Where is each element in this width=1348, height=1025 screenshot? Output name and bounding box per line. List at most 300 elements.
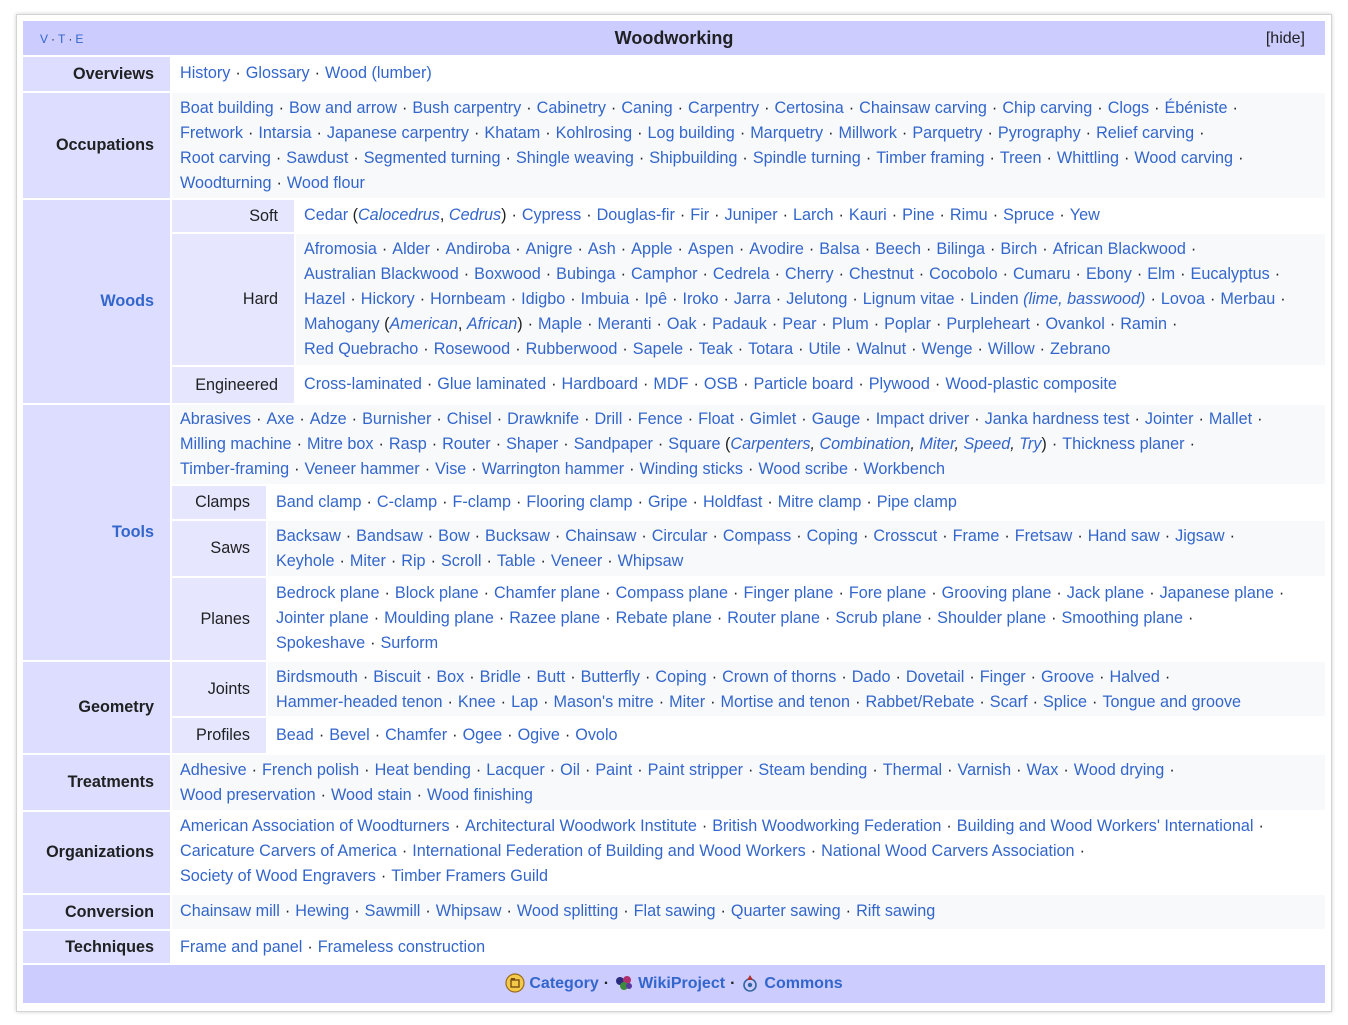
- nav-link[interactable]: Cedrela: [712, 265, 770, 283]
- nav-link[interactable]: Butterfly: [580, 668, 640, 686]
- nav-link[interactable]: Certosina: [774, 99, 844, 117]
- nav-link[interactable]: Miter: [669, 693, 706, 711]
- nav-link[interactable]: Fore plane: [848, 584, 927, 602]
- nav-link[interactable]: Thickness planer: [1062, 435, 1185, 453]
- nav-link[interactable]: Speed: [963, 435, 1011, 453]
- nav-link[interactable]: Eucalyptus: [1190, 265, 1270, 283]
- nav-link[interactable]: History: [180, 64, 231, 82]
- nav-link[interactable]: Jelutong: [786, 290, 848, 308]
- nav-link[interactable]: Flooring clamp: [526, 493, 633, 511]
- nav-link[interactable]: British Woodworking Federation: [712, 817, 942, 835]
- nav-link[interactable]: Bead: [276, 726, 314, 744]
- nav-link[interactable]: Wood flour: [286, 174, 365, 192]
- nav-link[interactable]: Surform: [380, 634, 439, 652]
- nav-link[interactable]: Circular: [651, 527, 708, 545]
- navbox-header: [23, 21, 1325, 55]
- nav-link[interactable]: Lignum vitae: [862, 290, 955, 308]
- nav-link[interactable]: Rasp: [388, 435, 427, 453]
- nav-link[interactable]: International Federation of Building and Wood Workers: [412, 842, 806, 860]
- nav-link[interactable]: Whipsaw: [617, 552, 684, 570]
- techniques-list: Frame and panel · Frameless construction: [172, 931, 1325, 963]
- nav-link[interactable]: Whipsaw: [435, 902, 502, 920]
- nav-link[interactable]: Hewing: [295, 902, 350, 920]
- nav-link[interactable]: Caricature Carvers of America: [180, 842, 397, 860]
- nav-link[interactable]: Gauge: [811, 410, 861, 428]
- nav-link[interactable]: Wood drying: [1073, 761, 1165, 779]
- nav-link[interactable]: Hickory: [360, 290, 415, 308]
- nav-link[interactable]: Veneer hammer: [304, 460, 420, 478]
- nav-link[interactable]: Teak: [698, 340, 733, 358]
- nav-link[interactable]: Millwork: [838, 124, 897, 142]
- nav-link[interactable]: Aspen: [687, 240, 734, 258]
- nav-link[interactable]: Tongue and groove: [1102, 693, 1242, 711]
- nav-link[interactable]: Imbuia: [580, 290, 630, 308]
- nav-link[interactable]: Woodturning: [180, 174, 272, 192]
- nav-link[interactable]: Bevel: [329, 726, 370, 744]
- nav-link[interactable]: Cross-laminated: [304, 375, 422, 393]
- nav-link[interactable]: Sawmill: [364, 902, 421, 920]
- nav-link[interactable]: Fir: [690, 206, 710, 224]
- nav-link[interactable]: Wenge: [921, 340, 973, 358]
- nav-link[interactable]: Iroko: [682, 290, 719, 308]
- nav-link[interactable]: Boat building: [180, 99, 274, 117]
- nav-link[interactable]: F-clamp: [452, 493, 511, 511]
- group-label-conversion: Conversion: [23, 895, 170, 929]
- nav-link[interactable]: Ash: [587, 240, 616, 258]
- nav-link[interactable]: Paint: [595, 761, 633, 779]
- nav-link[interactable]: Biscuit: [373, 668, 421, 686]
- nav-link[interactable]: Scarf: [989, 693, 1028, 711]
- nav-link[interactable]: Cumaru: [1012, 265, 1071, 283]
- nav-link[interactable]: Cocobolo: [929, 265, 998, 283]
- nav-link[interactable]: Bridle: [479, 668, 522, 686]
- wood-calocedrus[interactable]: Calocedrus: [357, 206, 440, 224]
- nav-link[interactable]: Ovankol: [1045, 315, 1105, 333]
- nav-link[interactable]: Yew: [1069, 206, 1100, 224]
- nav-link[interactable]: Rebate plane: [615, 609, 712, 627]
- nav-link[interactable]: Walnut: [856, 340, 907, 358]
- nav-link[interactable]: Chainsaw: [565, 527, 637, 545]
- nav-link[interactable]: Apple: [631, 240, 673, 258]
- nav-link[interactable]: Bandsaw: [356, 527, 423, 545]
- nav-link[interactable]: Spindle turning: [752, 149, 861, 167]
- nav-link[interactable]: Shoulder plane: [937, 609, 1047, 627]
- nav-link[interactable]: Plum: [831, 315, 869, 333]
- nav-link[interactable]: Backsaw: [276, 527, 341, 545]
- nav-link[interactable]: Birch: [1000, 240, 1038, 258]
- nav-link[interactable]: Hand saw: [1087, 527, 1160, 545]
- overviews-list: History · Glossary · Wood (lumber): [172, 57, 1325, 91]
- engineered-woods-list: Cross-laminated · Glue laminated · Hardboard · MDF · OSB · Particle board · Plywood · Wood-plastic composite: [296, 367, 1325, 403]
- nav-link[interactable]: Marquetry: [750, 124, 824, 142]
- nav-link[interactable]: Oak: [666, 315, 697, 333]
- nav-link[interactable]: Abrasives: [180, 410, 252, 428]
- saws-list: Backsaw · Bandsaw · Bow · Bucksaw · Chainsaw · Circular · Compass · Coping · Crosscut · Frame · Fretsaw · Hand saw · Jigsaw · Keyhole · Miter · Rip · Scroll · Table · Veneer · Whipsaw: [268, 521, 1325, 576]
- nav-link[interactable]: Timber Framers Guild: [391, 867, 549, 885]
- nav-link[interactable]: Ramin: [1120, 315, 1168, 333]
- nav-link[interactable]: Kohlrosing: [555, 124, 633, 142]
- nav-link[interactable]: Razee plane: [509, 609, 601, 627]
- hide-toggle-label[interactable]: [hide]: [1265, 30, 1305, 47]
- subgroup-label-engineered: Engineered: [172, 367, 294, 403]
- nav-link[interactable]: Chip carving: [1002, 99, 1093, 117]
- nav-link[interactable]: Padauk: [712, 315, 767, 333]
- nav-link[interactable]: Chamfer plane: [493, 584, 601, 602]
- nav-link[interactable]: Rubberwood: [525, 340, 618, 358]
- category-icon: [505, 973, 525, 993]
- nav-link[interactable]: Bow: [438, 527, 470, 545]
- nav-link[interactable]: Merbau: [1220, 290, 1276, 308]
- clamps-list: Band clamp · C-clamp · F-clamp · Flooring clamp · Gripe · Holdfast · Mitre clamp · Pipe clamp: [268, 486, 1325, 519]
- nav-link[interactable]: Jigsaw: [1175, 527, 1225, 545]
- nav-link[interactable]: American Association of Woodturners: [180, 817, 450, 835]
- nav-link[interactable]: Splice: [1042, 693, 1088, 711]
- nav-link[interactable]: Bucksaw: [485, 527, 550, 545]
- nav-link[interactable]: Jointer plane: [276, 609, 369, 627]
- wood-linden-note[interactable]: (lime, basswood): [1023, 290, 1146, 308]
- nav-link[interactable]: Parquetry: [912, 124, 983, 142]
- nav-link[interactable]: Birdsmouth: [276, 668, 358, 686]
- nav-link[interactable]: Plywood: [868, 375, 930, 393]
- nav-link[interactable]: Balsa: [819, 240, 860, 258]
- nav-link[interactable]: Shipbuilding: [649, 149, 738, 167]
- nav-link[interactable]: Quarter sawing: [730, 902, 841, 920]
- nav-link[interactable]: Miter: [919, 435, 955, 453]
- nav-link[interactable]: Drawknife: [507, 410, 580, 428]
- tool-square[interactable]: Square: [668, 435, 721, 453]
- nav-link[interactable]: Ipê: [644, 290, 668, 308]
- nav-link[interactable]: Halved: [1109, 668, 1160, 686]
- nav-link[interactable]: Mitre box: [306, 435, 374, 453]
- nav-link[interactable]: Fence: [637, 410, 683, 428]
- nav-link[interactable]: Segmented turning: [363, 149, 501, 167]
- group-label-organizations: Organizations: [23, 812, 170, 893]
- nav-link[interactable]: Heat bending: [374, 761, 471, 779]
- nav-link[interactable]: Wax: [1026, 761, 1059, 779]
- navbox: [16, 14, 1332, 1012]
- nav-link[interactable]: Pipe clamp: [876, 493, 957, 511]
- nav-link[interactable]: Japanese carpentry: [326, 124, 470, 142]
- nav-link[interactable]: Crosscut: [873, 527, 938, 545]
- nav-link[interactable]: Float: [698, 410, 735, 428]
- nav-link[interactable]: Warrington hammer: [481, 460, 625, 478]
- nav-link[interactable]: Hammer-headed tenon: [276, 693, 443, 711]
- nav-link[interactable]: Ebony: [1085, 265, 1132, 283]
- nav-link[interactable]: Bilinga: [936, 240, 986, 258]
- nav-link[interactable]: Sandpaper: [573, 435, 653, 453]
- category-link[interactable]: Category: [529, 975, 599, 992]
- nav-link[interactable]: Idigbo: [521, 290, 566, 308]
- nav-link[interactable]: Vise: [435, 460, 467, 478]
- nav-link[interactable]: Treen: [999, 149, 1042, 167]
- nav-link[interactable]: Glossary: [245, 64, 310, 82]
- occupations-list: Boat building · Bow and arrow · Bush carpentry · Cabinetry · Caning · Carpentry · Certosina · Chainsaw carving · Chip carving · Clogs · Ébéniste · Fretwork · Intarsia · Japanese carpentry · Khatam · Kohlrosing · Log building · Marquetry · Millwork · Parquetry · Pyrography · Relief carving · Root carving · Sawdust · Segmented turning · Shingle weaving · Shipbuilding · Spindle turning · Timber framing · Treen · Whittling · Wood carving · Woodturning · Wood flour: [172, 93, 1325, 198]
- nav-link[interactable]: Ogee: [462, 726, 503, 744]
- group-label-geometry: Geometry: [23, 662, 170, 753]
- woods-link[interactable]: Woods: [100, 292, 154, 310]
- nav-link[interactable]: Beech: [875, 240, 922, 258]
- nav-link[interactable]: Cypress: [521, 206, 582, 224]
- nav-link[interactable]: Scroll: [440, 552, 482, 570]
- nav-link[interactable]: Elm: [1147, 265, 1176, 283]
- nav-link[interactable]: Smoothing plane: [1061, 609, 1183, 627]
- nav-link[interactable]: Carpenters: [730, 435, 811, 453]
- nav-link[interactable]: Compass: [722, 527, 792, 545]
- nav-link[interactable]: Pyrography: [997, 124, 1081, 142]
- nav-link[interactable]: Wood stain: [330, 786, 412, 804]
- nav-link[interactable]: Boxwood: [474, 265, 541, 283]
- nav-link[interactable]: Caning: [621, 99, 673, 117]
- nav-link[interactable]: Butt: [536, 668, 566, 686]
- nav-link[interactable]: Andiroba: [445, 240, 511, 258]
- nav-link[interactable]: Spruce: [1003, 206, 1055, 224]
- nav-link[interactable]: Intarsia: [258, 124, 312, 142]
- nav-link[interactable]: Spokeshave: [276, 634, 366, 652]
- nav-link[interactable]: Coping: [806, 527, 858, 545]
- nav-link[interactable]: Ébéniste: [1164, 99, 1228, 117]
- nav-link[interactable]: Wood scribe: [758, 460, 849, 478]
- nav-link[interactable]: Groove: [1041, 668, 1095, 686]
- nav-link[interactable]: Rip: [401, 552, 426, 570]
- wood-mahogany-african[interactable]: African: [466, 315, 518, 333]
- nav-link[interactable]: Compass plane: [615, 584, 729, 602]
- nav-link[interactable]: Bow and arrow: [289, 99, 397, 117]
- nav-link[interactable]: Wood finishing: [427, 786, 533, 804]
- nav-link[interactable]: Sapele: [632, 340, 684, 358]
- nav-link[interactable]: Maple: [538, 315, 583, 333]
- nav-link[interactable]: Janka hardness test: [984, 410, 1130, 428]
- nav-link[interactable]: Chainsaw mill: [180, 902, 280, 920]
- nav-link[interactable]: Timber framing: [876, 149, 985, 167]
- nav-link[interactable]: Mortise and tenon: [720, 693, 851, 711]
- wood-cedar[interactable]: Cedar: [304, 206, 349, 224]
- nav-link[interactable]: Impact driver: [875, 410, 970, 428]
- nav-link[interactable]: Wood-plastic composite: [945, 375, 1117, 393]
- nav-link[interactable]: Hornbeam: [430, 290, 506, 308]
- nav-link[interactable]: Mitre clamp: [777, 493, 862, 511]
- nav-link[interactable]: Paint stripper: [647, 761, 744, 779]
- nav-link[interactable]: Fretsaw: [1014, 527, 1073, 545]
- nav-link[interactable]: Crown of thorns: [722, 668, 837, 686]
- nav-link[interactable]: Larch: [793, 206, 834, 224]
- nav-link[interactable]: Grooving plane: [941, 584, 1052, 602]
- nav-link[interactable]: Adze: [309, 410, 347, 428]
- nav-link[interactable]: Rift sawing: [856, 902, 936, 920]
- nav-link[interactable]: Kauri: [848, 206, 887, 224]
- subgroup-label-planes: Planes: [172, 578, 266, 660]
- nav-link[interactable]: Burnisher: [362, 410, 432, 428]
- commons-link[interactable]: Commons: [764, 975, 843, 992]
- hide-toggle[interactable]: [1266, 30, 1305, 48]
- nav-link[interactable]: Finger plane: [743, 584, 834, 602]
- nav-link[interactable]: Fretwork: [180, 124, 243, 142]
- nav-link[interactable]: Purpleheart: [946, 315, 1031, 333]
- nav-link[interactable]: Bubinga: [556, 265, 616, 283]
- tools-link[interactable]: Tools: [112, 523, 154, 541]
- nav-link[interactable]: Alder: [392, 240, 431, 258]
- view-link[interactable]: V: [40, 32, 50, 46]
- nav-link[interactable]: Cabinetry: [536, 99, 606, 117]
- nav-link[interactable]: Avodire: [749, 240, 804, 258]
- nav-link[interactable]: Moulding plane: [384, 609, 494, 627]
- wood-mahogany[interactable]: Mahogany: [304, 315, 380, 333]
- nav-link[interactable]: Coping: [655, 668, 707, 686]
- nav-link[interactable]: Particle board: [753, 375, 854, 393]
- nav-link[interactable]: Varnish: [957, 761, 1012, 779]
- nav-link[interactable]: Red Quebracho: [304, 340, 419, 358]
- nav-link[interactable]: Try: [1019, 435, 1042, 453]
- nav-link[interactable]: Douglas-fir: [596, 206, 675, 224]
- nav-link[interactable]: Jarra: [733, 290, 771, 308]
- nav-link[interactable]: Japanese plane: [1159, 584, 1274, 602]
- nav-link[interactable]: Clogs: [1107, 99, 1150, 117]
- nav-link[interactable]: Society of Wood Engravers: [180, 867, 376, 885]
- nav-link[interactable]: Chisel: [446, 410, 492, 428]
- nav-link[interactable]: Box: [436, 668, 465, 686]
- nav-link[interactable]: Knee: [457, 693, 496, 711]
- nav-link[interactable]: Holdfast: [702, 493, 763, 511]
- nav-link[interactable]: Juniper: [724, 206, 778, 224]
- wikiproject-link[interactable]: WikiProject: [638, 975, 726, 992]
- nav-link[interactable]: Pine: [902, 206, 935, 224]
- nav-link[interactable]: Winding sticks: [639, 460, 743, 478]
- nav-link[interactable]: Cherry: [785, 265, 834, 283]
- group-label-occupations: Occupations: [23, 93, 170, 198]
- nav-link[interactable]: C-clamp: [376, 493, 438, 511]
- nav-link[interactable]: Chestnut: [848, 265, 914, 283]
- nav-link[interactable]: Drill: [594, 410, 623, 428]
- wood-linden[interactable]: Linden: [969, 290, 1019, 308]
- nav-link[interactable]: Table: [496, 552, 536, 570]
- nav-link[interactable]: Totara: [748, 340, 794, 358]
- nav-link[interactable]: Mason's mitre: [553, 693, 654, 711]
- nav-link[interactable]: Lap: [511, 693, 539, 711]
- nav-link[interactable]: Ogive: [517, 726, 560, 744]
- nav-link[interactable]: Chamfer: [385, 726, 448, 744]
- nav-link[interactable]: Adhesive: [180, 761, 247, 779]
- nav-link[interactable]: Afromosia: [304, 240, 377, 258]
- nav-link[interactable]: Hardboard: [561, 375, 639, 393]
- nav-link[interactable]: Anigre: [525, 240, 573, 258]
- nav-link[interactable]: Thermal: [882, 761, 943, 779]
- nav-link[interactable]: Jack plane: [1066, 584, 1145, 602]
- nav-link[interactable]: Frame and panel: [180, 938, 303, 956]
- nav-link[interactable]: Rosewood: [433, 340, 511, 358]
- nav-link[interactable]: Hazel: [304, 290, 346, 308]
- nav-link[interactable]: Glue laminated: [437, 375, 547, 393]
- nav-link[interactable]: Relief carving: [1096, 124, 1195, 142]
- subgroup-label-hard: Hard: [172, 234, 294, 365]
- nav-link[interactable]: Chainsaw carving: [859, 99, 987, 117]
- nav-link[interactable]: Sawdust: [286, 149, 349, 167]
- nav-link[interactable]: Lovoa: [1160, 290, 1205, 308]
- nav-link[interactable]: Rimu: [949, 206, 988, 224]
- nav-link[interactable]: Utile: [808, 340, 841, 358]
- nav-link[interactable]: Miter: [349, 552, 386, 570]
- nav-link[interactable]: Router plane: [727, 609, 820, 627]
- nav-link[interactable]: Router: [442, 435, 491, 453]
- nav-link[interactable]: Combination: [819, 435, 911, 453]
- nav-link[interactable]: Whittling: [1056, 149, 1119, 167]
- nav-link[interactable]: Lacquer: [486, 761, 545, 779]
- nav-link[interactable]: Meranti: [597, 315, 652, 333]
- wood-mahogany-american[interactable]: American: [389, 315, 458, 333]
- nav-link[interactable]: Bush carpentry: [412, 99, 522, 117]
- nav-link[interactable]: Gimlet: [749, 410, 797, 428]
- nav-link[interactable]: Axe: [266, 410, 295, 428]
- nav-link[interactable]: Flat sawing: [633, 902, 716, 920]
- nav-link[interactable]: Zebrano: [1050, 340, 1111, 358]
- nav-link[interactable]: Bedrock plane: [276, 584, 380, 602]
- joints-list: Birdsmouth · Biscuit · Box · Bridle · Butt · Butterfly · Coping · Crown of thorns · Dado · Dovetail · Finger · Groove · Halved · Hammer-headed tenon · Knee · Lap · Mason's mitre · Miter · Mortise and tenon · Rabbet/Rebate · Scarf · Splice · Tongue and groove: [268, 662, 1325, 716]
- wood-cedrus[interactable]: Cedrus: [448, 206, 502, 224]
- nav-link[interactable]: French polish: [261, 761, 360, 779]
- nav-link[interactable]: Jointer: [1144, 410, 1194, 428]
- nav-link[interactable]: Band clamp: [276, 493, 362, 511]
- nav-link[interactable]: Keyhole: [276, 552, 335, 570]
- nav-link[interactable]: MDF: [653, 375, 689, 393]
- nav-link[interactable]: Shingle weaving: [515, 149, 634, 167]
- nav-link[interactable]: Steam bending: [758, 761, 868, 779]
- organizations-list: American Association of Woodturners · Architectural Woodwork Institute · British Woodworking Federation · Building and Wood Workers' International · Caricature Carvers of America · International Federation of Building and Wood Workers · National Wood Carvers Association · Society of Wood Engravers · Timber Framers Guild: [172, 812, 1325, 893]
- nav-link[interactable]: Architectural Woodwork Institute: [465, 817, 697, 835]
- nav-link[interactable]: Wood (lumber): [325, 64, 432, 82]
- nav-link[interactable]: Wood preservation: [180, 786, 316, 804]
- subgroup-label-joints: Joints: [172, 662, 266, 716]
- talk-link[interactable]: T: [58, 32, 67, 46]
- group-label-treatments: Treatments: [23, 755, 170, 810]
- nav-link[interactable]: Mallet: [1208, 410, 1253, 428]
- nav-link[interactable]: Poplar: [884, 315, 931, 333]
- tools-list: Abrasives · Axe · Adze · Burnisher · Chisel · Drawknife · Drill · Fence · Float · Gimlet · Gauge · Impact driver · Janka hardness test · Jointer · Mallet · Milling machine · Mitre box · Rasp · Router · Shaper · Sandpaper · Square (Carpenters, Combination, Miter, Speed, Try) · Thickness planer · Timber-framing · Veneer hammer · Vise · Warrington hammer · Winding sticks · Wood scribe · Workbench: [172, 405, 1325, 484]
- nav-link[interactable]: Frame: [952, 527, 1000, 545]
- nav-link[interactable]: Block plane: [394, 584, 479, 602]
- nav-link[interactable]: Root carving: [180, 149, 271, 167]
- nav-link[interactable]: Timber-framing: [180, 460, 290, 478]
- subgroup-label-saws: Saws: [172, 521, 266, 576]
- nav-link[interactable]: Dado: [851, 668, 891, 686]
- nav-link[interactable]: Camphor: [630, 265, 698, 283]
- nav-link[interactable]: Oil: [560, 761, 580, 779]
- conversion-list: Chainsaw mill · Hewing · Sawmill · Whipsaw · Wood splitting · Flat sawing · Quarter sawing · Rift sawing: [172, 895, 1325, 929]
- nav-link[interactable]: Khatam: [484, 124, 541, 142]
- nav-link[interactable]: Finger: [979, 668, 1026, 686]
- nav-link[interactable]: Frameless construction: [317, 938, 486, 956]
- nav-link[interactable]: Ovolo: [575, 726, 618, 744]
- nav-link[interactable]: Workbench: [863, 460, 945, 478]
- nav-link[interactable]: OSB: [703, 375, 739, 393]
- nav-link[interactable]: Wood splitting: [516, 902, 619, 920]
- nav-link[interactable]: Dovetail: [905, 668, 965, 686]
- nav-link[interactable]: Log building: [647, 124, 735, 142]
- nav-link[interactable]: Building and Wood Workers' International: [956, 817, 1254, 835]
- nav-link[interactable]: Australian Blackwood: [304, 265, 459, 283]
- nav-link[interactable]: Milling machine: [180, 435, 292, 453]
- nav-link[interactable]: Rabbet/Rebate: [865, 693, 975, 711]
- nav-link[interactable]: Shaper: [506, 435, 559, 453]
- nav-link[interactable]: African Blackwood: [1052, 240, 1186, 258]
- nav-link[interactable]: National Wood Carvers Association: [821, 842, 1075, 860]
- nav-link[interactable]: Wood carving: [1134, 149, 1234, 167]
- subgroup-label-soft: Soft: [172, 200, 294, 232]
- nav-link[interactable]: Gripe: [647, 493, 688, 511]
- nav-link[interactable]: Veneer: [550, 552, 603, 570]
- nav-link[interactable]: Willow: [987, 340, 1035, 358]
- nav-link[interactable]: Scrub plane: [835, 609, 922, 627]
- nav-link[interactable]: Carpentry: [688, 99, 760, 117]
- nav-link[interactable]: Pear: [782, 315, 817, 333]
- edit-link[interactable]: E: [75, 32, 85, 46]
